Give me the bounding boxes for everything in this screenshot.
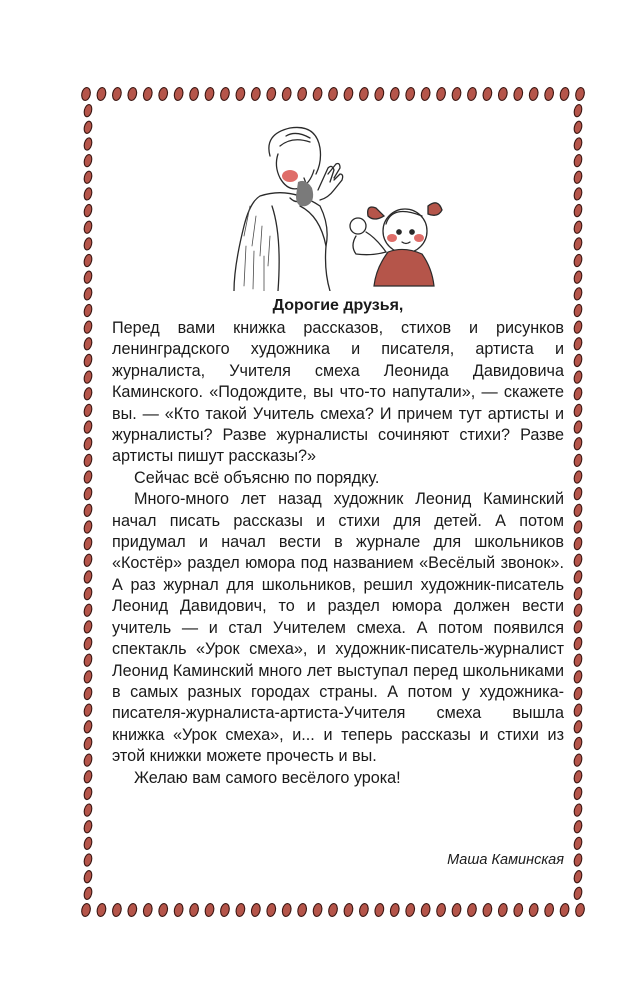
bead xyxy=(482,87,493,101)
letter-paragraph-4: Желаю вам самого весёлого урока! xyxy=(134,768,401,787)
teacher-beard xyxy=(296,181,313,206)
bead xyxy=(451,903,462,917)
bead xyxy=(573,337,583,351)
bead xyxy=(573,470,583,484)
bead xyxy=(83,237,93,251)
bead xyxy=(573,870,583,884)
bead xyxy=(328,903,339,917)
bead xyxy=(250,87,261,101)
bead xyxy=(573,503,583,517)
bead xyxy=(173,87,184,101)
girl-figure xyxy=(350,203,442,255)
bead xyxy=(573,420,583,434)
bead xyxy=(83,703,93,717)
bead xyxy=(389,903,400,917)
bead xyxy=(83,770,93,784)
bead xyxy=(573,553,583,567)
bead xyxy=(83,670,93,684)
bead xyxy=(83,220,93,234)
bead xyxy=(573,637,583,651)
bead xyxy=(127,87,138,101)
bead xyxy=(219,903,230,917)
bead xyxy=(575,903,586,917)
bead xyxy=(497,903,508,917)
bead xyxy=(573,487,583,501)
signature: Маша Каминская xyxy=(447,852,564,868)
bead xyxy=(573,787,583,801)
bead xyxy=(83,420,93,434)
bead xyxy=(573,354,583,368)
bead xyxy=(573,737,583,751)
bead xyxy=(573,104,583,118)
bead xyxy=(83,820,93,834)
bead xyxy=(573,404,583,418)
bead xyxy=(83,553,93,567)
bead xyxy=(83,354,93,368)
bead xyxy=(83,270,93,284)
bead xyxy=(83,653,93,667)
bead xyxy=(83,287,93,301)
bead xyxy=(235,903,246,917)
bead xyxy=(420,903,431,917)
bead xyxy=(83,737,93,751)
bead xyxy=(573,837,583,851)
girl-dress xyxy=(374,249,434,286)
bead xyxy=(83,370,93,384)
bead xyxy=(358,903,369,917)
bead xyxy=(312,903,323,917)
bead xyxy=(573,137,583,151)
bead xyxy=(573,587,583,601)
bead xyxy=(235,87,246,101)
bead xyxy=(83,154,93,168)
teacher-figure xyxy=(234,127,343,291)
bead xyxy=(573,620,583,634)
bead xyxy=(343,903,354,917)
bead xyxy=(573,287,583,301)
bead xyxy=(83,104,93,118)
bead xyxy=(573,720,583,734)
bead xyxy=(83,637,93,651)
bead xyxy=(573,603,583,617)
bead xyxy=(83,570,93,584)
bead xyxy=(573,170,583,184)
bead xyxy=(573,886,583,900)
bead xyxy=(83,853,93,867)
bead xyxy=(573,154,583,168)
bead xyxy=(573,687,583,701)
bead xyxy=(573,537,583,551)
bead xyxy=(83,437,93,451)
bead xyxy=(573,803,583,817)
bead xyxy=(189,903,200,917)
bead xyxy=(204,87,215,101)
bead xyxy=(573,570,583,584)
bead xyxy=(573,753,583,767)
bead xyxy=(573,320,583,334)
bead xyxy=(83,687,93,701)
bead xyxy=(573,370,583,384)
bead xyxy=(127,903,138,917)
bead xyxy=(281,903,292,917)
bead xyxy=(451,87,462,101)
bead xyxy=(297,903,308,917)
bead xyxy=(83,120,93,134)
letter-paragraph-3: Много-много лет назад художник Леонид Каминский начал писать рассказы и стихи для детей. А потом придумал и начал вести в журнале для школьников «Костёр» раздел юмора под названием «Весёлый звонок». А раз журнал для школьников, решил художник-писатель Леонид Давидович, то и раздел юмора должен вести учитель — и стал Учителем смеха. А потом появился спектакль «Урок смеха», и художник-писатель-журналист Леонид Каминский много лет выступал перед школьниками в самых разных городах страны. А потом у художника-писателя-журналиста-артиста-Учителя смеха вышла книжка «Урок смеха», и... и теперь рассказы и стихи из этой книжки можете прочесть и вы. xyxy=(112,490,564,766)
bead xyxy=(573,120,583,134)
letter-paragraph-2: Сейчас всё объясню по порядку. xyxy=(134,468,380,487)
bead xyxy=(405,87,416,101)
teacher-cheek xyxy=(282,170,298,182)
letter-paragraph-1: Перед вами книжка рассказов, стихов и рисунков ленинградского художника и писателя, артиста и журналиста, Учителя смеха Леонида Давидовича Каминского. «Подождите, вы что-то напутали», — скажете вы. — «Кто такой Учитель смеха? И причем тут артисты и журналисты? Разве журналисты сочиняют стихи? Разве артисты пишут рассказы?» xyxy=(112,319,564,466)
bead xyxy=(573,237,583,251)
bead xyxy=(83,404,93,418)
bead xyxy=(83,187,93,201)
girl-cheek-right xyxy=(414,234,424,242)
illustration-teacher-and-girl xyxy=(200,126,460,291)
bead xyxy=(544,903,555,917)
bead xyxy=(83,337,93,351)
bead xyxy=(266,903,277,917)
bead xyxy=(343,87,354,101)
bead xyxy=(389,87,400,101)
bead xyxy=(466,903,477,917)
bead xyxy=(83,137,93,151)
bead xyxy=(81,903,92,917)
bead xyxy=(573,703,583,717)
bead xyxy=(497,87,508,101)
bead xyxy=(83,487,93,501)
bead xyxy=(83,803,93,817)
bead xyxy=(573,453,583,467)
bead xyxy=(575,87,586,101)
bead xyxy=(83,587,93,601)
bead xyxy=(559,87,570,101)
bead xyxy=(573,520,583,534)
bead xyxy=(544,87,555,101)
bead xyxy=(83,304,93,318)
bead xyxy=(83,503,93,517)
bead xyxy=(420,87,431,101)
bead xyxy=(573,204,583,218)
bead xyxy=(83,204,93,218)
bead xyxy=(204,903,215,917)
bead xyxy=(111,87,122,101)
bead xyxy=(513,903,524,917)
bead xyxy=(573,820,583,834)
bead xyxy=(266,87,277,101)
girl-cheek-left xyxy=(387,234,397,242)
letter-greeting: Дорогие друзья, xyxy=(272,297,404,314)
bead xyxy=(83,720,93,734)
bead xyxy=(83,620,93,634)
bead xyxy=(83,170,93,184)
bead xyxy=(528,87,539,101)
bead xyxy=(83,520,93,534)
bead xyxy=(158,87,169,101)
bead xyxy=(405,903,416,917)
bead xyxy=(312,87,323,101)
bead xyxy=(358,87,369,101)
bead xyxy=(111,903,122,917)
bead xyxy=(328,87,339,101)
bead xyxy=(83,603,93,617)
bead xyxy=(81,87,92,101)
bead xyxy=(559,903,570,917)
bead xyxy=(573,304,583,318)
bead xyxy=(83,387,93,401)
bead xyxy=(374,903,385,917)
bead xyxy=(573,770,583,784)
bead xyxy=(281,87,292,101)
bead xyxy=(83,537,93,551)
bead xyxy=(189,87,200,101)
bead xyxy=(573,387,583,401)
bead xyxy=(573,270,583,284)
bead xyxy=(466,87,477,101)
bead xyxy=(573,220,583,234)
bead xyxy=(83,837,93,851)
bead xyxy=(83,320,93,334)
bead xyxy=(436,87,447,101)
bead xyxy=(482,903,493,917)
bead xyxy=(528,903,539,917)
bead xyxy=(83,254,93,268)
bead xyxy=(573,853,583,867)
bead xyxy=(83,886,93,900)
bead xyxy=(96,903,107,917)
bead xyxy=(158,903,169,917)
bead xyxy=(83,870,93,884)
bead xyxy=(573,254,583,268)
bead xyxy=(83,787,93,801)
bead xyxy=(573,187,583,201)
bead xyxy=(297,87,308,101)
bead xyxy=(219,87,230,101)
bead xyxy=(573,653,583,667)
bead xyxy=(173,903,184,917)
bead xyxy=(96,87,107,101)
bead xyxy=(142,87,153,101)
bead xyxy=(142,903,153,917)
bead xyxy=(573,437,583,451)
bead xyxy=(436,903,447,917)
bead xyxy=(374,87,385,101)
bead xyxy=(513,87,524,101)
bead xyxy=(83,453,93,467)
bead xyxy=(83,470,93,484)
bead xyxy=(573,670,583,684)
letter-body xyxy=(112,318,564,789)
bead xyxy=(83,753,93,767)
bead xyxy=(250,903,261,917)
